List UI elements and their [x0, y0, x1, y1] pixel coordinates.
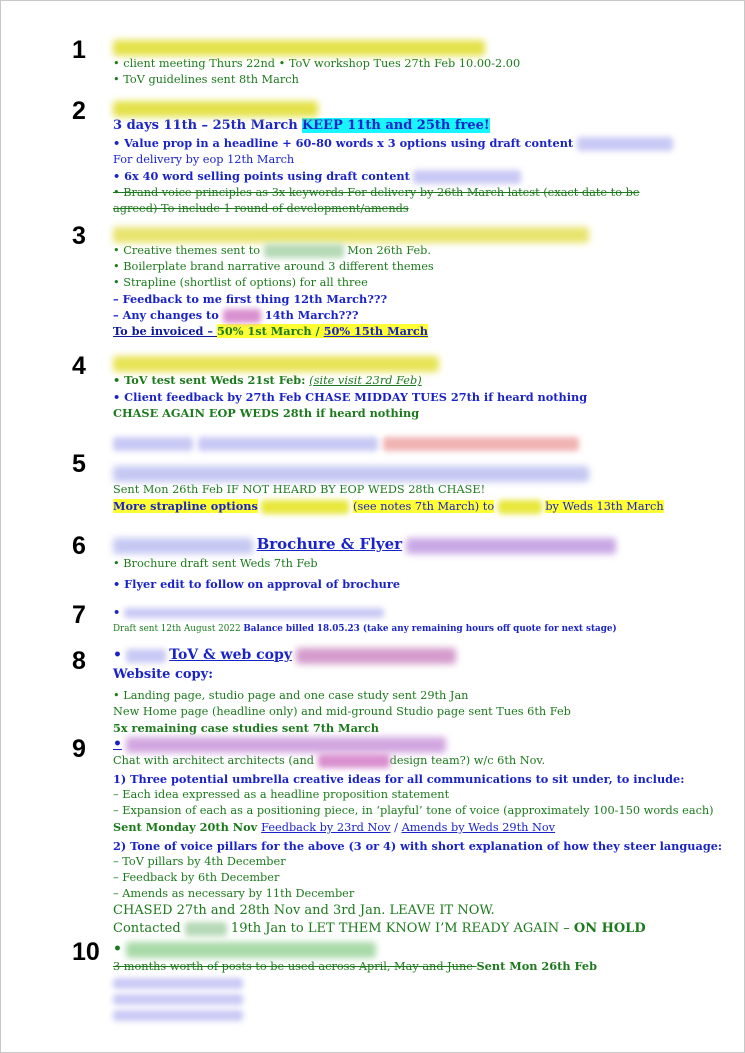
item-line: Balance billed 18.05.23 (take any remaining hours off quote for next stage) [243, 624, 617, 634]
item-line: CHASE AGAIN EOP WEDS 28th if heard nothing [113, 406, 420, 420]
item-line: Amends by Weds 29th Nov [401, 821, 556, 834]
item-line: / [390, 821, 402, 834]
item-line: 19th Jan to LET THEM KNOW I’M READY AGAIN – [230, 921, 574, 936]
item-line: • Boilerplate brand narrative around 3 different themes [113, 260, 434, 273]
item-line: ON HOLD [573, 921, 646, 936]
item-line: 50% 1st March / [216, 324, 324, 338]
item-line: design team?) w/c 6th Nov. [389, 754, 546, 767]
item-line: More strapline options [113, 499, 258, 513]
redacted-text [577, 137, 673, 151]
item-line: Sent Mon 26th Feb IF NOT HEARD BY EOP WEDS 28th CHASE! [113, 483, 486, 496]
item-line: by Weds 13th March [545, 500, 664, 513]
item-2 [113, 101, 705, 217]
item-line: • 6x 40 word selling points using draft content [113, 169, 410, 183]
item-line: 2) Tone of voice pillars for the above (3 or 4) with short explanation of how they steer language: [113, 839, 723, 853]
redacted-text [413, 170, 521, 184]
item-line: CHASED 27th and 28th Nov and 3rd Jan. LEAVE IT NOW. [113, 903, 495, 918]
item-line: – ToV pillars by 4th December [113, 855, 286, 868]
item-line: (see notes 7th March) to [353, 500, 495, 513]
item-line: • Value prop in a headline + 60-80 words x 3 options using draft content [113, 136, 574, 150]
redacted-title [113, 40, 485, 56]
item-line: • Client feedback by 27th Feb CHASE MIDDAY TUES 27th if heard nothing [113, 390, 588, 404]
item-number: 5 [72, 450, 86, 478]
redacted-text [223, 309, 261, 323]
item-line: • Landing page, studio page and one case study sent 29th Jan [113, 689, 469, 702]
item-heading: ToV & web copy [169, 647, 292, 663]
item-line: Website copy: [113, 667, 213, 682]
item-line: Sent Monday 20th Nov [113, 820, 262, 834]
item-line: – Expansion of each as a positioning piece, in ‘playful’ tone of voice (approximately 100-150 words each) [113, 804, 714, 817]
item-10: • 3 months worth of posts to be used across April, May and June Sent Mon 26th Feb [113, 941, 705, 1023]
item-number: 1 [72, 36, 86, 64]
item-line: (site visit 23rd Feb) [309, 374, 422, 387]
redacted-title [113, 101, 318, 117]
item-line: Mon 26th Feb. [347, 244, 431, 257]
item-8: • ToV & web copy Website copy: • Landing page, studio page and one case study sent 29th Jan New Home page (headline only) and mid-ground Studio page sent Tues 6th Feb 5x remaining case studies sent 7th March [113, 645, 705, 736]
item-line: 5x remaining case studies sent 7th March [113, 721, 379, 735]
item-number: 9 [72, 735, 86, 763]
redacted-title [113, 466, 589, 482]
item-line: Feedback by 23rd Nov [261, 821, 391, 834]
redacted-line [113, 433, 705, 452]
item-line: – Each idea expressed as a headline proposition statement [113, 788, 450, 801]
item-4 [113, 356, 705, 421]
item-line: • Creative themes sent to [113, 244, 261, 257]
item-line: Contacted [113, 921, 181, 936]
item-line: – Feedback to me first thing 12th March??? [113, 292, 388, 306]
item-line: Draft sent 12th August 2022 [113, 624, 244, 634]
item-number: 3 [72, 222, 86, 250]
redacted-title [113, 227, 589, 243]
item-number: 6 [72, 532, 86, 560]
item-line: • ToV test sent Weds 21st Feb: [113, 373, 310, 387]
item-line: Sent Mon 26th Feb [476, 959, 597, 973]
item-line: 50% 15th March [323, 324, 428, 338]
item-line: – Any changes to [113, 308, 219, 322]
item-6 [113, 536, 705, 592]
item-line: To be invoiced – [113, 324, 217, 338]
item-9: • Chat with architect architects (and design team?) w/c 6th Nov. 1) Three potential umbrella creative ideas for all communications to sit under, to include: – Each idea expressed as a headline proposition statement – Expansion of each as a positioning piece, in ‘playful’ tone of voice (approximately 100-150 words each) Sent Monday 20th Nov Feedback by 23rd Nov / Amends by Weds 29th Nov 2) Tone of voice pillars for the above (3 or 4) with short explanation of how they steer language: – ToV pillars by 4th December – Feedback by 6th December – Amends as necessary by 11th December CHASED 27th and 28th Nov and 3rd Jan. LEAVE IT NOW. Contacted 19th Jan to LET THEM KNOW I’M READY AGAIN – ON HOLD [113, 736, 723, 936]
item-line: • Brand voice principles as 3x keywords For delivery by 26th March latest (exact date to be [113, 186, 640, 199]
highlight-keep-free: KEEP 11th and 25th free! [301, 118, 490, 133]
item-line: • ToV guidelines sent 8th March [113, 73, 299, 86]
redacted-text [264, 244, 344, 258]
item-line: • Brochure draft sent Weds 7th Feb [113, 557, 318, 570]
item-line: For delivery by eop 12th March [113, 153, 295, 166]
item-line: 14th March??? [264, 308, 359, 322]
item-number: 2 [72, 97, 86, 125]
redacted-title [113, 356, 439, 372]
item-5 [113, 466, 705, 515]
item-number: 8 [72, 647, 86, 675]
item-number: 7 [72, 601, 86, 629]
item-line: 3 months worth of posts to be used across April, May and June [113, 960, 477, 973]
item-number: 4 [72, 352, 86, 380]
item-line: 1) Three potential umbrella creative ideas for all communications to sit under, to include: [113, 772, 685, 786]
item-line: • Flyer edit to follow on approval of brochure [113, 577, 401, 591]
item-line: – Feedback by 6th December [113, 871, 280, 884]
item-line: New Home page (headline only) and mid-ground Studio page sent Tues 6th Feb [113, 705, 571, 718]
item-line: – Amends as necessary by 11th December [113, 887, 355, 900]
item-line: • client meeting Thurs 22nd • ToV workshop Tues 27th Feb 10.00-2.00 [113, 57, 521, 70]
item-line: agreed) To include 1 round of development/amends [113, 202, 409, 215]
item-line: • Strapline (shortlist of options) for all three [113, 276, 368, 289]
item-7: • Draft sent 12th August 2022 Balance billed 18.05.23 (take any remaining hours off quote for next stage) [113, 605, 617, 634]
item-1 [113, 40, 705, 88]
item-number: 10 [72, 938, 100, 966]
item-line: 3 days 11th – 25th March [113, 118, 298, 133]
item-line: Chat with architect architects (and [113, 754, 314, 767]
item-3 [113, 227, 705, 340]
item-heading: Brochure & Flyer [256, 535, 403, 553]
